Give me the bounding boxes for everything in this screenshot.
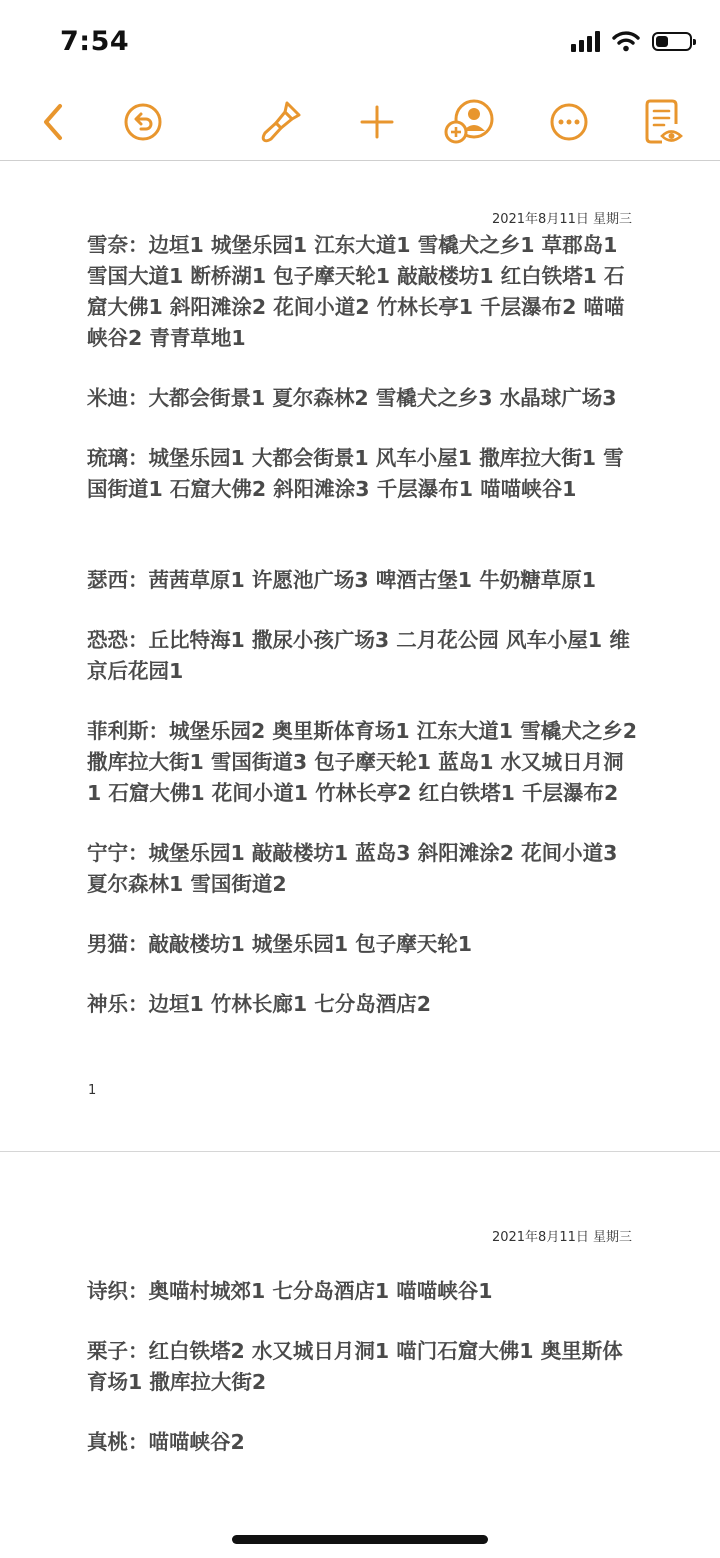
more-button[interactable]	[539, 92, 599, 152]
entry-sexi: 瑟西：茜茜草原1 许愿池广场3 啤酒古堡1 牛奶糖草原1	[87, 568, 596, 592]
toolbar	[0, 92, 720, 154]
undo-icon	[122, 101, 164, 143]
battery-icon	[652, 32, 692, 51]
page-break	[0, 1151, 720, 1152]
more-icon	[548, 101, 590, 143]
collaborate-button[interactable]	[439, 92, 499, 152]
plus-icon	[359, 104, 395, 140]
entry-shenle: 神乐：边垣1 竹林长廊1 七分岛酒店2	[87, 992, 432, 1016]
entry-nanmao: 男猫：敲敲楼坊1 城堡乐园1 包子摩天轮1	[87, 932, 473, 956]
back-button[interactable]	[23, 92, 83, 152]
page-2-body[interactable]	[87, 1276, 637, 1487]
entry-feilisi: 菲利斯：城堡乐园2 奥里斯体育场1 江东大道1 雪橇犬之乡2 撒库拉大街1 雪国街道3 包子摩天轮1 蓝岛1 水又城日月洞1 石窟大佛1 花间小道1 竹林长亭2 红白铁塔1 千层瀑布2	[87, 719, 637, 805]
page-2-date: 2021年8月11日 星期三	[491, 1230, 632, 1245]
home-indicator[interactable]	[232, 1535, 488, 1544]
entry-midi: 米迪：大都会街景1 夏尔森林2 雪橇犬之乡3 水晶球广场3	[87, 386, 617, 410]
reading-view-button[interactable]	[634, 92, 694, 152]
format-button[interactable]	[252, 92, 312, 152]
toolbar-divider	[0, 160, 720, 161]
entry-shizhi: 诗织：奥喵村城郊1 七分岛酒店1 喵喵峡谷1	[87, 1279, 493, 1303]
entry-lizi: 栗子：红白铁塔2 水又城日月洞1 喵门石窟大佛1 奥里斯体育场1 撒库拉大街2	[87, 1339, 623, 1394]
entry-xuenai: 雪奈：边垣1 城堡乐园1 江东大道1 雪橇犬之乡1 草郡岛1 雪国大道1 断桥湖1 包子摩天轮1 敲敲楼坊1 红白铁塔1 石窟大佛1 斜阳滩涂2 花间小道2 竹林长亭1 千层瀑布2 喵喵峡谷2 青青草地1	[87, 233, 625, 350]
paintbrush-icon	[259, 99, 305, 145]
add-collaborator-icon	[444, 99, 494, 145]
status-bar	[0, 0, 720, 80]
entry-ningning: 宁宁：城堡乐园1 敲敲楼坊1 蓝岛3 斜阳滩涂2 花间小道3 夏尔森林1 雪国街道2	[87, 841, 618, 896]
cellular-signal-icon	[571, 30, 600, 52]
page-number: 1	[88, 1083, 97, 1098]
wifi-icon	[612, 30, 640, 52]
undo-button[interactable]	[113, 92, 173, 152]
entry-liuli: 琉璃：城堡乐园1 大都会街景1 风车小屋1 撒库拉大街1 雪国街道1 石窟大佛2 斜阳滩涂3 千层瀑布1 喵喵峡谷1	[87, 446, 624, 501]
entry-kongkong: 恐恐：丘比特海1 撒尿小孩广场3 二月花公园 风车小屋1 维京后花园1	[87, 628, 630, 683]
status-icons	[571, 30, 692, 52]
document-view-icon	[644, 98, 684, 146]
insert-button[interactable]	[347, 92, 407, 152]
page-1-body[interactable]	[87, 230, 637, 1049]
entry-zhentao: 真桃：喵喵峡谷2	[87, 1430, 245, 1454]
chevron-left-icon	[38, 102, 68, 142]
status-time: 7:54	[60, 26, 130, 57]
page-1-date: 2021年8月11日 星期三	[491, 212, 632, 227]
